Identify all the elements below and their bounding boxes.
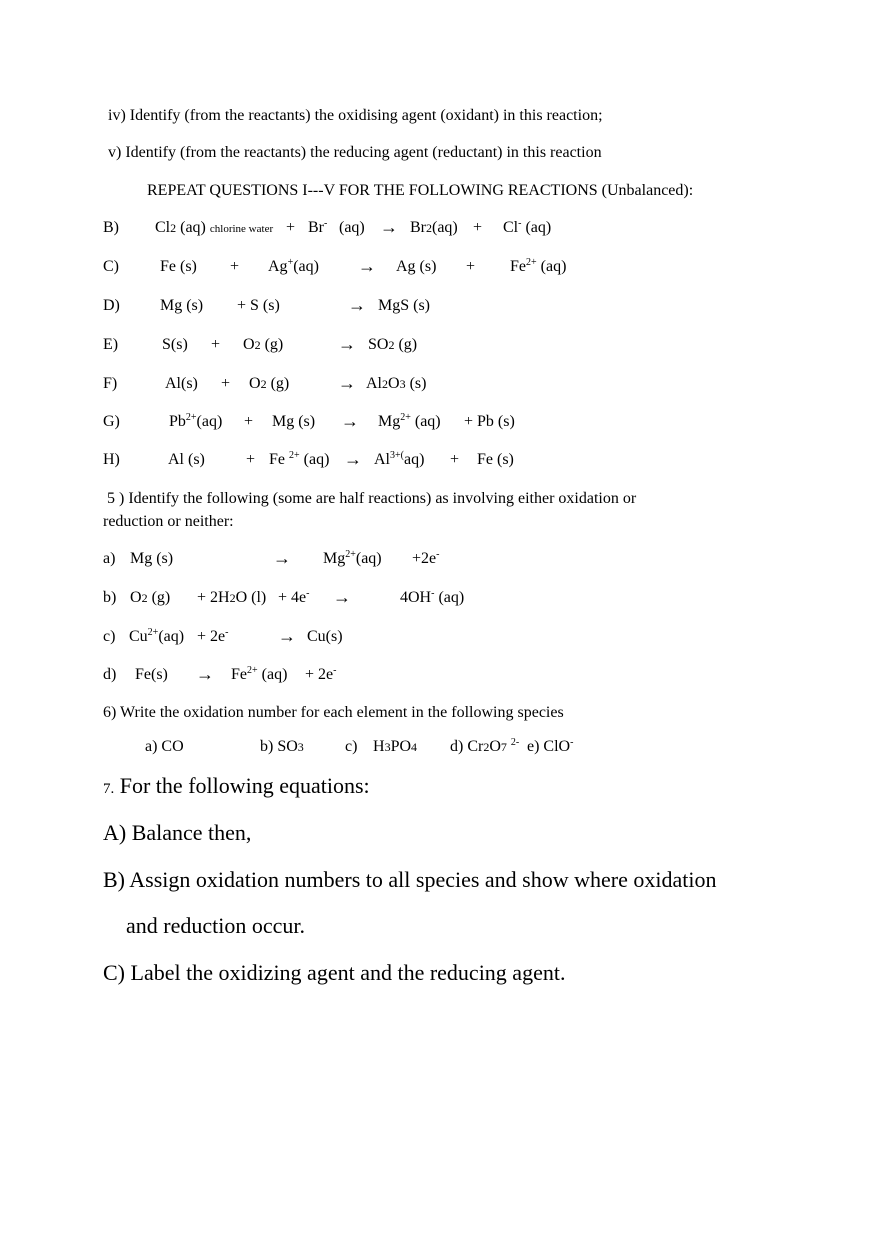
electrons: +2e- [412, 549, 440, 567]
q4-iv-text: iv) Identify (from the reactants) the oxidising agent (oxidant) in this reaction; [108, 107, 603, 124]
product: Al2O3 (s) [366, 375, 427, 392]
reaction-e [0, 335, 880, 357]
reactant: Fe(s) [135, 666, 168, 683]
label: D) [103, 297, 120, 314]
label: B) [103, 219, 119, 236]
q5-item-c [0, 627, 880, 649]
species-a: a) CO [145, 738, 184, 755]
arrow: → [341, 411, 359, 431]
label: b) [103, 589, 117, 606]
product-2: Cl- (aq) [503, 218, 552, 236]
arrow: → [344, 449, 362, 469]
reactant-2: Fe $^{2+}$ (aq) [269, 450, 330, 468]
reactant-1: $Pb^{2+}(aq)$ [169, 412, 223, 430]
arrow: → [358, 256, 376, 276]
q5-item-a [0, 549, 880, 571]
reactant-1: Al (s) [168, 451, 205, 468]
product-1: Br2(aq) [410, 219, 458, 236]
reaction-h [0, 450, 880, 472]
product: Cu(s) [307, 628, 343, 645]
reactant-2: O2 (g) [243, 336, 284, 353]
label: d) [103, 666, 117, 683]
label: E) [103, 336, 119, 353]
q5-item-d [0, 665, 880, 687]
plus: + [211, 336, 221, 353]
arrow: → [333, 587, 351, 607]
q5-line-1: 5 ) Identify the following (some are half reactions) as involving either oxidation or [107, 490, 637, 507]
reaction-g [0, 412, 880, 434]
reaction-f [0, 374, 880, 396]
reactant-2: Mg (s) [272, 413, 316, 430]
species-c: H3PO4 [373, 738, 418, 755]
electrons: + 2e- [197, 627, 229, 645]
q7-step-b-line-1: B) Assign oxidation numbers to all species and show where oxidation [103, 867, 717, 892]
note: chlorine water [209, 223, 274, 235]
reactant-2: Br- [308, 218, 328, 236]
reactant-1: Cl2 (aq) chlorine water [155, 219, 274, 236]
arrow: → [196, 664, 214, 684]
plus: + [221, 375, 231, 392]
plus: + [246, 451, 256, 468]
arrow: → [338, 334, 356, 354]
product-ion: $Mg^{2+}(aq)$ [323, 549, 382, 567]
label: a) [103, 550, 116, 567]
reactant-1: Al(s) [165, 375, 198, 392]
q7-step-c: C) Label the oxidizing agent and the reducing agent. [103, 960, 566, 985]
product-ion: $Fe^{2+}$ (aq) [231, 665, 288, 683]
product-1: Ag (s) [396, 258, 437, 275]
reactant-2: + S (s) [237, 297, 280, 314]
q5-item-b [0, 588, 880, 610]
product-2: Fe (s) [477, 451, 514, 468]
label: F) [103, 375, 118, 392]
q6-species [0, 737, 880, 759]
electrons: + 4e- [278, 588, 310, 606]
product: 4OH- (aq) [400, 588, 465, 606]
arrow: → [273, 548, 291, 568]
arrow: → [380, 217, 398, 237]
plus: + [473, 219, 483, 236]
plus: + [466, 258, 476, 275]
left-side: Mg (s) [130, 550, 174, 567]
arrow: → [348, 295, 366, 315]
q7-number: 7. [103, 781, 115, 797]
reactant-1: Mg (s) [160, 297, 204, 314]
label: C) [103, 258, 119, 275]
reaction-b [0, 218, 880, 240]
plus: + [450, 451, 460, 468]
q6-title: 6) Write the oxidation number for each element in the following species [103, 704, 564, 721]
product: MgS (s) [378, 297, 431, 314]
reaction-c [0, 257, 880, 279]
state: (aq) [339, 219, 365, 236]
oxygen: O2 (g) [130, 589, 171, 606]
reactant-2: O2 (g) [249, 375, 290, 392]
reactant: $Cu^{2+}(aq)$ [129, 627, 185, 645]
product: SO2 (g) [368, 336, 418, 353]
plus: + [286, 219, 296, 236]
arrow: → [278, 626, 296, 646]
reactant-1: S(s) [162, 336, 188, 353]
q7-title: 7. For the following equations: [103, 773, 370, 798]
repeat-heading: REPEAT QUESTIONS I---V FOR THE FOLLOWING REACTIONS (Unbalanced): [147, 182, 694, 199]
q5-line-2: reduction or neither: [103, 513, 234, 530]
product-2: $Fe^{2+}$ (aq) [510, 257, 567, 275]
label: c) [103, 628, 116, 645]
reactant-2: Ag+(aq) [268, 257, 319, 275]
species-d: d) Cr2O7 $^{2-}$ [450, 737, 520, 755]
product-1: $Mg^{2+}$ (aq) [378, 412, 441, 430]
q4-v-text: v) Identify (from the reactants) the reducing agent (reductant) in this reaction [108, 144, 602, 161]
plus: + [230, 258, 240, 275]
q7-step-b-line-2: and reduction occur. [126, 913, 305, 938]
label: H) [103, 451, 120, 468]
reaction-d [0, 296, 880, 318]
reactant-1: Fe (s) [160, 258, 197, 275]
arrow: → [338, 373, 356, 393]
product-2: + Pb (s) [464, 413, 515, 430]
plus: + [244, 413, 254, 430]
species-b: b) SO3 [260, 738, 304, 755]
species-e: e) ClO- [527, 737, 574, 755]
q7-step-a: A) Balance then, [103, 820, 252, 845]
product-1: $Al^{3+(}aq$) [374, 450, 425, 468]
species-c-label: c) [345, 738, 358, 755]
water: + 2H2O (l) [197, 589, 267, 606]
label: G) [103, 413, 120, 430]
electrons: + 2e- [305, 665, 337, 683]
